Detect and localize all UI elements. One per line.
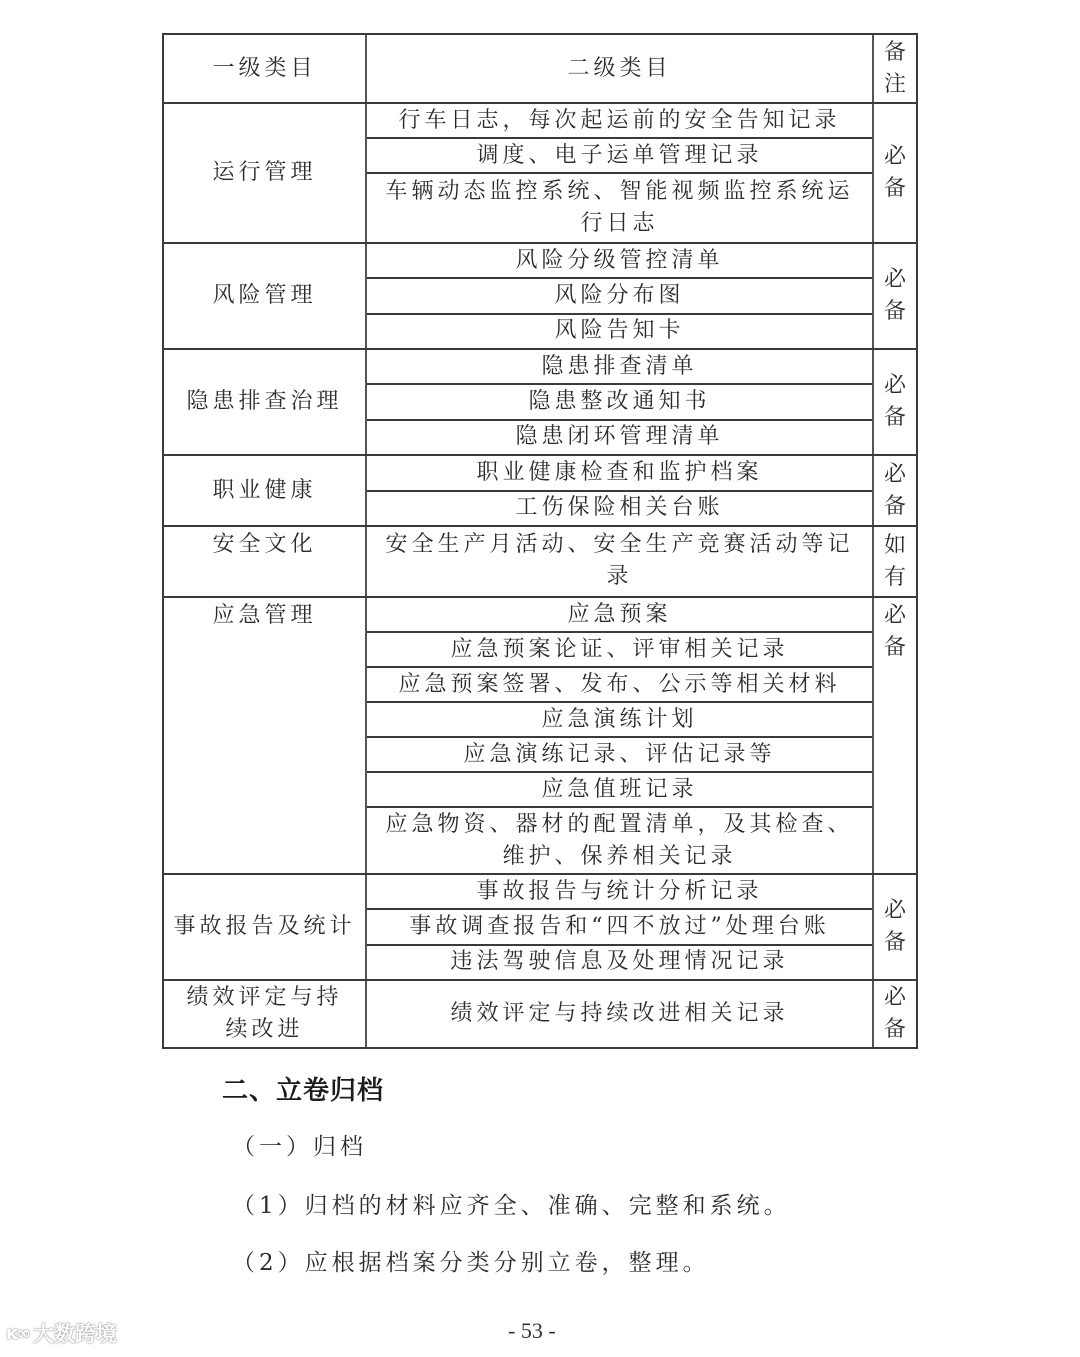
paragraph-2: （2）应根据档案分类分别立卷，整理。 — [232, 1250, 710, 1276]
table-row — [367, 350, 872, 385]
table-row — [367, 875, 872, 910]
table-row — [367, 773, 872, 808]
level1-cell — [164, 527, 367, 596]
table-row — [367, 139, 872, 174]
level1-label: 职业健康 — [212, 477, 317, 503]
level1-cell — [164, 456, 367, 525]
level2-cells — [367, 875, 874, 979]
level2-label: 应急演练计划 — [541, 706, 698, 732]
remark-cell — [874, 981, 916, 1047]
remark-cell — [874, 104, 916, 242]
table-row — [367, 668, 872, 703]
section-heading: 二、立卷归档 — [222, 1076, 385, 1106]
table-group-occupational-health — [164, 456, 916, 527]
remark-label: 必备 — [883, 603, 906, 660]
table-row — [367, 244, 872, 279]
level2-label: 行车日志，每次起运前的安全告知记录 — [398, 107, 841, 133]
remark-cell — [874, 598, 916, 873]
table-group-accident-report — [164, 875, 916, 981]
level2-label: 工伤保险相关台账 — [515, 495, 724, 521]
level2-label: 绩效评定与持续改进相关记录 — [450, 1001, 789, 1026]
header-remark-label: 备注 — [883, 39, 906, 97]
level1-label: 应急管理 — [212, 603, 317, 628]
level2-label: 隐患闭环管理清单 — [515, 424, 724, 450]
table-row — [367, 738, 872, 773]
remark-label: 必备 — [883, 985, 906, 1042]
level2-label: 风险分级管控清单 — [515, 247, 724, 273]
table-row — [367, 633, 872, 668]
remark-label: 必备 — [883, 267, 906, 324]
level1-label: 事故报告及统计 — [173, 914, 356, 939]
level1-label: 运行管理 — [212, 160, 317, 185]
level2-label: 应急预案论证、评审相关记录 — [450, 636, 789, 662]
level2-label: 事故报告与统计分析记录 — [476, 878, 763, 904]
subsection-heading: （一）归档 — [232, 1134, 367, 1160]
table-row — [367, 981, 872, 1047]
level2-cells — [367, 981, 874, 1047]
level1-cell — [164, 244, 367, 348]
table-group-safety-culture — [164, 527, 916, 598]
level2-cells — [367, 598, 874, 873]
watermark-logo-icon: ᴋ∞ — [6, 1322, 29, 1344]
level2-label: 违法驾驶信息及处理情况记录 — [450, 949, 789, 975]
level2-label: 调度、电子运单管理记录 — [476, 142, 763, 168]
table-group-risk — [164, 244, 916, 350]
table-row — [367, 910, 872, 945]
level2-label: 应急物资、器材的配置清单，及其检查、维护、保养相关记录 — [385, 811, 854, 869]
archive-category-table — [162, 33, 918, 1049]
level2-label: 职业健康检查和监护档案 — [476, 459, 763, 485]
remark-label: 必备 — [883, 144, 906, 201]
level2-label: 应急值班记录 — [541, 776, 698, 802]
table-row — [367, 279, 872, 314]
level1-label: 隐患排查治理 — [186, 389, 343, 414]
level2-label: 隐患整改通知书 — [528, 388, 711, 414]
table-header-row — [164, 35, 916, 104]
level1-cell — [164, 981, 367, 1047]
level1-label: 安全文化 — [212, 532, 317, 557]
level2-label: 应急预案 — [567, 601, 672, 627]
table-row — [367, 808, 872, 873]
header-level2-label: 二级类目 — [567, 55, 672, 81]
table-row — [367, 421, 872, 454]
table-group-hazard — [164, 350, 916, 456]
remark-label: 如有 — [883, 532, 906, 590]
level2-label: 安全生产月活动、安全生产竞赛活动等记录 — [385, 532, 854, 589]
table-group-emergency — [164, 598, 916, 875]
level2-cells — [367, 244, 874, 348]
level2-label: 风险告知卡 — [554, 318, 685, 344]
table-row — [367, 492, 872, 526]
level1-label: 绩效评定与持续改进 — [186, 985, 343, 1042]
table-row — [367, 385, 872, 420]
table-row — [367, 598, 872, 633]
table-row — [367, 456, 872, 492]
remark-label: 必备 — [883, 898, 906, 955]
level1-cell — [164, 104, 367, 242]
level2-cells — [367, 350, 874, 454]
level2-label: 隐患排查清单 — [541, 353, 698, 379]
page-number: - 53 - — [508, 1318, 556, 1343]
level1-cell — [164, 598, 367, 873]
watermark — [6, 1318, 117, 1348]
level1-cell — [164, 875, 367, 979]
table-group-performance — [164, 981, 916, 1047]
table-row — [367, 703, 872, 738]
table-row — [367, 315, 872, 348]
level2-cells — [367, 456, 874, 525]
table-row — [367, 104, 872, 139]
level1-cell — [164, 350, 367, 454]
header-level1 — [164, 35, 367, 102]
level2-cells — [367, 104, 874, 242]
remark-label: 必备 — [883, 373, 906, 430]
remark-cell — [874, 456, 916, 525]
table-row — [367, 527, 872, 596]
level2-cells — [367, 527, 874, 596]
level2-label: 事故调查报告和“四不放过”处理台账 — [409, 913, 830, 939]
header-level1-label: 一级类目 — [212, 55, 317, 81]
remark-cell — [874, 875, 916, 979]
level1-label: 风险管理 — [212, 283, 317, 308]
header-remark — [874, 35, 916, 102]
watermark-text: 大数跨境 — [32, 1322, 117, 1346]
paragraph-1: （1）归档的材料应齐全、准确、完整和系统。 — [232, 1193, 791, 1219]
level2-label: 应急预案签署、发布、公示等相关材料 — [398, 671, 841, 697]
level2-label: 车辆动态监控系统、智能视频监控系统运行日志 — [385, 179, 854, 236]
remark-cell — [874, 244, 916, 348]
remark-cell — [874, 527, 916, 596]
remark-label: 必备 — [883, 461, 906, 519]
table-row — [367, 174, 872, 242]
table-group-operation — [164, 104, 916, 244]
level2-label: 风险分布图 — [554, 282, 685, 308]
level2-label: 应急演练记录、评估记录等 — [463, 741, 776, 767]
remark-cell — [874, 350, 916, 454]
header-level2 — [367, 35, 874, 102]
table-row — [367, 946, 872, 979]
